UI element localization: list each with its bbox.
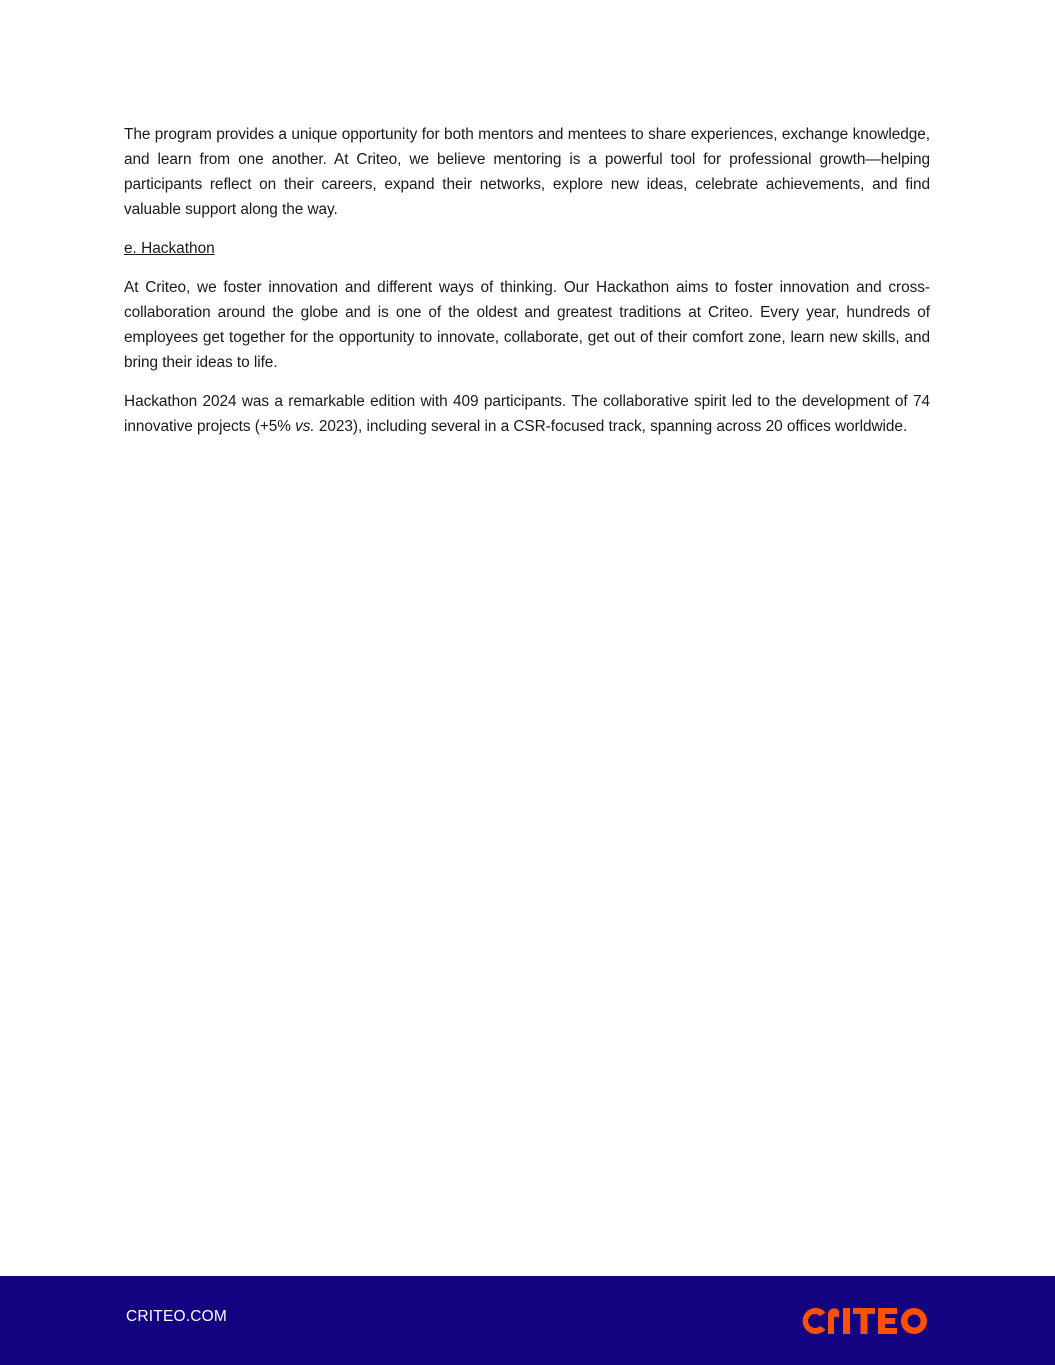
- hackathon-heading: e. Hackathon: [124, 240, 215, 257]
- hackathon-2024-text-end: 2023), including several in a CSR-focused track, spanning across 20 offices worldwide.: [314, 418, 908, 435]
- hackathon-intro-paragraph: At Criteo, we foster innovation and different ways of thinking. Our Hackathon aims to foster innovation and cross-collaboration around the globe and is one of the oldest and greatest traditions at Criteo. Every year, hundreds of employees get together for the opportunity to innovate, collaborate, get out of their comfort zone, learn new skills, and bring their ideas to life.: [124, 279, 930, 371]
- page-footer: [0, 1276, 1055, 1365]
- hackathon-2024-text-start: Hackathon 2024 was a remarkable edition with 409 participants. The collaborative spirit led to the development of 74 innovative projects (+5%: [124, 393, 930, 435]
- mentoring-paragraph: The program provides a unique opportunity for both mentors and mentees to share experiences, exchange knowledge, and learn from one another. At Criteo, we believe mentoring is a powerful tool for professional growth—helping participants reflect on their careers, expand their networks, explore new ideas, celebrate achievements, and find valuable support along the way.: [124, 126, 930, 218]
- hackathon-2024-paragraph: [124, 389, 930, 439]
- criteo-logo: [801, 1307, 929, 1335]
- footer-url[interactable]: CRITEO.COM: [126, 1308, 228, 1325]
- document-body: [124, 122, 930, 453]
- vs-italic: vs.: [295, 418, 315, 435]
